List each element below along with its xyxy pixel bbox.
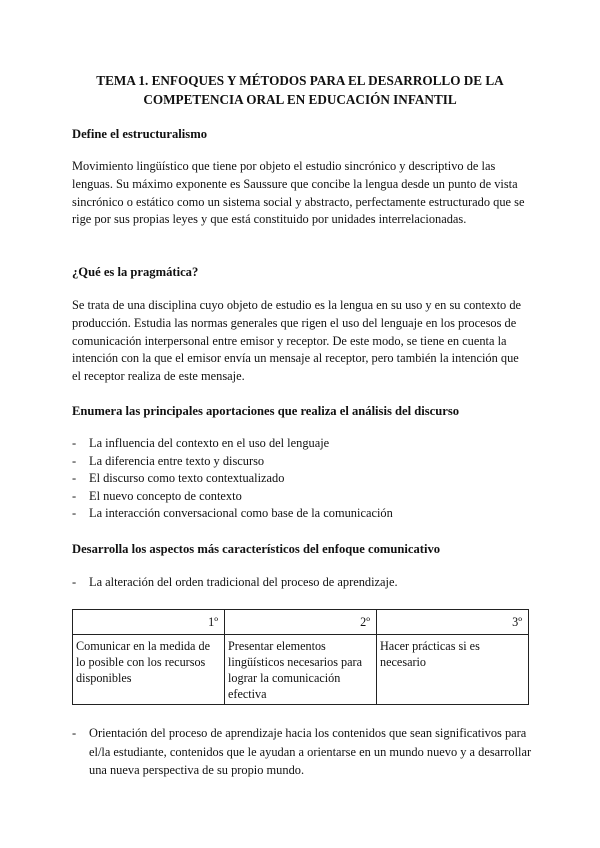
table-cell: Presentar elementos lingüísticos necesarios para lograr la comunicación efectiva [225, 635, 377, 705]
bullet-dash: - [72, 488, 77, 503]
list-item [72, 505, 532, 523]
table-header-cell: 2º [225, 610, 377, 635]
orden-aprendizaje-table [72, 609, 529, 705]
table-cell: Hacer prácticas si es necesario [377, 635, 529, 705]
list-item [72, 574, 532, 592]
heading-analisis-discurso: Enumera las principales aportaciones que realiza el análisis del discurso [72, 404, 460, 418]
enfoque-list-1 [72, 574, 532, 592]
list-item-text: Orientación del proceso de aprendizaje hacia los contenidos que sean significativos para el/la estudiante, contenidos que le ayudan a orientarse en un mundo nuevo y a desarrollar una nueva perspectiva de su propio mundo. [89, 726, 532, 777]
heading-pragmatica: ¿Qué es la pragmática? [72, 265, 199, 279]
list-item-text: La influencia del contexto en el uso del lenguaje [89, 436, 330, 450]
bullet-dash: - [72, 506, 77, 521]
list-item [72, 435, 532, 453]
table-header-cell: 3º [377, 610, 529, 635]
paragraph-pragmatica: Se trata de una disciplina cuyo objeto de estudio es la lengua en su uso y en su contexto de producción. Estudia las normas generales que rigen el uso del lenguaje en los procesos de comunicación interpersonal entre emisor y receptor. De este modo, se tiene en cuenta la intención con la que el emisor envía un mensaje al receptor, pero también la intención que el receptor realiza de este mensaje. [72, 298, 522, 384]
paragraph-estructuralismo: Movimiento lingüístico que tiene por objeto el estudio sincrónico y descriptivo de las lenguas. Su máximo exponente es Saussure que concibe la lengua desde un punto de vista sincrónico o estático como un sistema social y abstracto, perfectamente estructurado que se rige por sus propias leyes y que está constituido por unidades interrelacionadas. [72, 159, 525, 227]
table-cell: Comunicar en la medida de lo posible con los recursos disponibles [73, 635, 225, 705]
bullet-dash: - [72, 436, 77, 450]
table-header-row [73, 610, 529, 635]
table-header-cell: 1º [73, 610, 225, 635]
list-item-text: La alteración del orden tradicional del proceso de aprendizaje. [89, 575, 398, 589]
list-item [72, 724, 532, 780]
list-item-text: El nuevo concepto de contexto [89, 488, 242, 503]
bullet-dash: - [72, 726, 77, 740]
list-item-text: El discurso como texto contextualizado [89, 471, 285, 486]
bullet-dash: - [72, 575, 77, 589]
bullet-dash: - [72, 453, 77, 468]
enfoque-list-2 [72, 724, 532, 780]
list-item-text: La interacción conversacional como base de la comunicación [89, 506, 393, 521]
list-item [72, 453, 532, 471]
document-title: TEMA 1. ENFOQUES Y MÉTODOS PARA EL DESARROLLO DE LA COMPETENCIA ORAL EN EDUCACIÓN INFANTIL [96, 73, 504, 107]
list-item [72, 470, 532, 488]
table-row [73, 635, 529, 705]
list-item-text: La diferencia entre texto y discurso [89, 453, 265, 468]
heading-enfoque-comunicativo: Desarrolla los aspectos más característicos del enfoque comunicativo [72, 542, 441, 556]
bullet-dash: - [72, 471, 77, 486]
heading-estructuralismo: Define el estructuralismo [72, 127, 207, 141]
aportaciones-list [72, 435, 532, 523]
list-item [72, 488, 532, 506]
